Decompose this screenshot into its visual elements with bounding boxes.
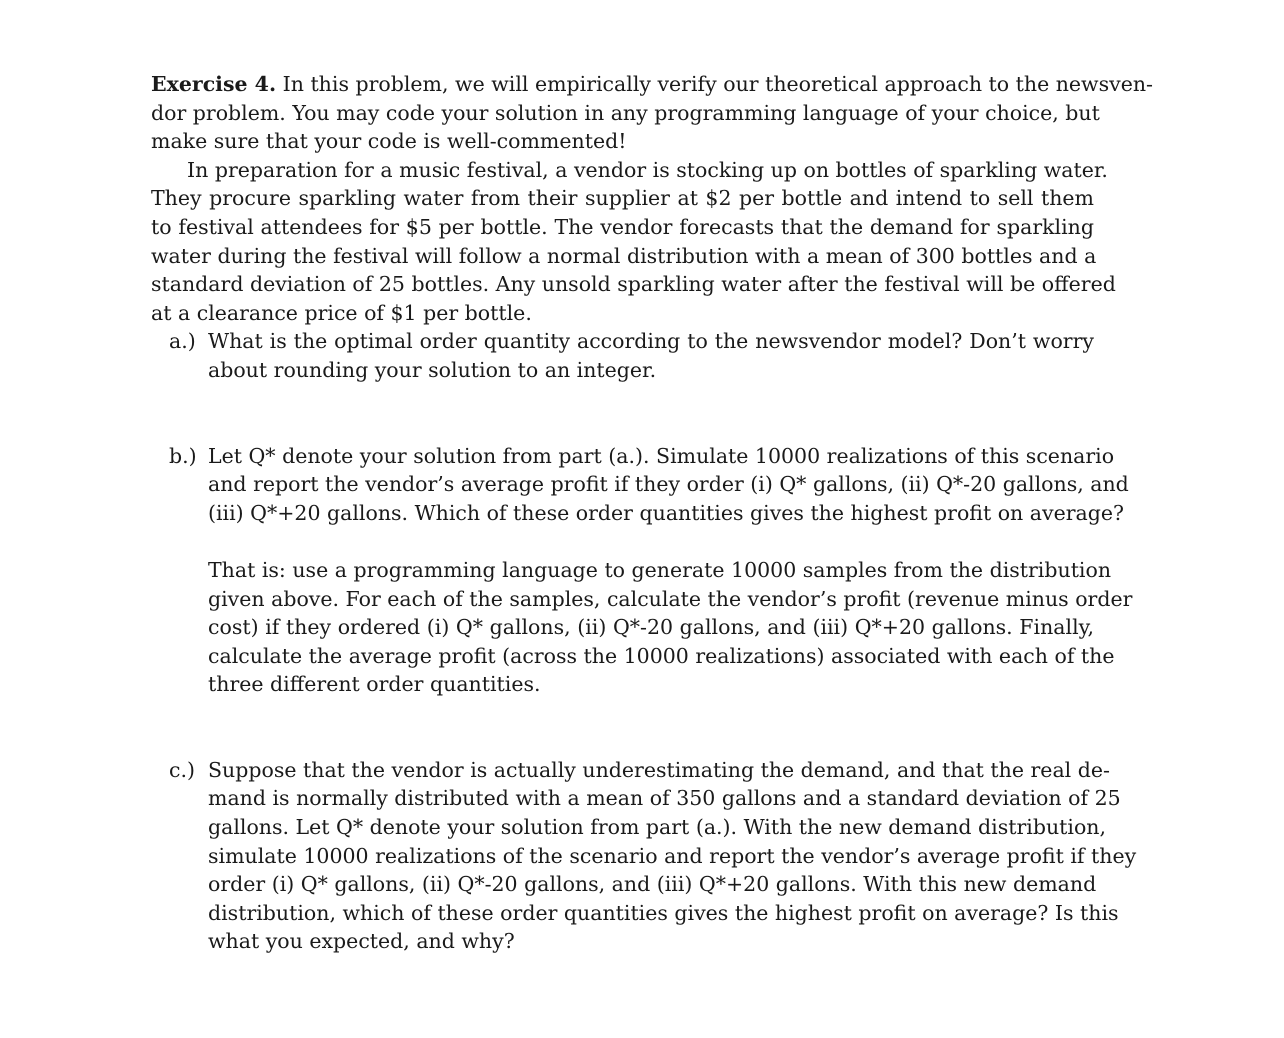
part-b-line: (iii) Q*+20 gallons. Which of these order quantities gives the highest profit on average? <box>208 500 1124 525</box>
part-b-extra-line: That is: use a programming language to generate 10000 samples from the distribution <box>208 557 1112 582</box>
scenario-line: They procure sparkling water from their supplier at $2 per bottle and intend to sell them <box>151 186 1094 211</box>
part-b-extra-line: given above. For each of the samples, calculate the vendor’s profit (revenue minus order <box>208 586 1133 611</box>
scenario-line: to festival attendees for $5 per bottle. The vendor forecasts that the demand for sparkling <box>151 214 1094 239</box>
part-c-label: c.) <box>169 757 195 782</box>
part-c <box>151 756 1137 956</box>
part-a-label: a.) <box>169 329 196 354</box>
scenario-line: water during the festival will follow a normal distribution with a mean of 300 bottles and a <box>151 243 1097 268</box>
part-b <box>151 442 1133 699</box>
exercise-title: Exercise 4. <box>151 72 277 96</box>
intro-line: dor problem. You may code your solution in any programming language of your choice, but <box>151 100 1100 125</box>
spacer <box>151 699 1094 756</box>
scenario-paragraph <box>151 156 1116 328</box>
scenario-line: standard deviation of 25 bottles. Any unsold sparkling water after the festival will be offered <box>151 272 1116 297</box>
part-c-line: Suppose that the vendor is actually underestimating the demand, and that the real de- <box>208 757 1110 782</box>
part-a-line: about rounding your solution to an integer. <box>208 357 657 382</box>
part-b-extra-line: three different order quantities. <box>208 672 541 697</box>
part-b-extra-line: calculate the average profit (across the 10000 realizations) associated with each of the <box>208 643 1115 668</box>
part-b-line: and report the vendor’s average profit if they order (i) Q* gallons, (ii) Q*-20 gallons, and <box>208 472 1129 497</box>
intro-paragraph <box>151 70 1153 156</box>
part-c-line: simulate 10000 realizations of the scenario and report the vendor’s average profit if they <box>208 843 1137 868</box>
part-b-label: b.) <box>169 443 197 468</box>
part-b-extra-line: cost) if they ordered (i) Q* gallons, (ii) Q*-20 gallons, and (iii) Q*+20 gallons. Finally, <box>208 615 1094 640</box>
part-b-line: Let Q* denote your solution from part (a.). Simulate 10000 realizations of this scenario <box>208 443 1115 468</box>
scenario-line: at a clearance price of $1 per bottle. <box>151 300 532 325</box>
part-c-line: mand is normally distributed with a mean of 350 gallons and a standard deviation of 25 <box>208 786 1121 811</box>
part-c-line: order (i) Q* gallons, (ii) Q*-20 gallons, and (iii) Q*+20 gallons. With this new demand <box>208 872 1097 897</box>
part-c-line: distribution, which of these order quantities gives the highest profit on average? Is this <box>208 900 1119 925</box>
part-c-line: what you expected, and why? <box>208 929 515 954</box>
part-a-line: What is the optimal order quantity according to the newsvendor model? Don’t worry <box>208 329 1094 354</box>
spacer <box>208 527 1094 556</box>
part-a <box>151 327 1094 384</box>
part-c-line: gallons. Let Q* denote your solution from part (a.). With the new demand distribution, <box>208 815 1107 840</box>
exercise-document <box>151 70 1153 956</box>
intro-line: make sure that your code is well-commented! <box>151 129 627 154</box>
intro-line: Exercise 4. In this problem, we will empirically verify our theoretical approach to the newsven- <box>151 72 1153 96</box>
scenario-line: In preparation for a music festival, a vendor is stocking up on bottles of sparkling water. <box>187 157 1108 182</box>
spacer <box>151 385 1094 442</box>
